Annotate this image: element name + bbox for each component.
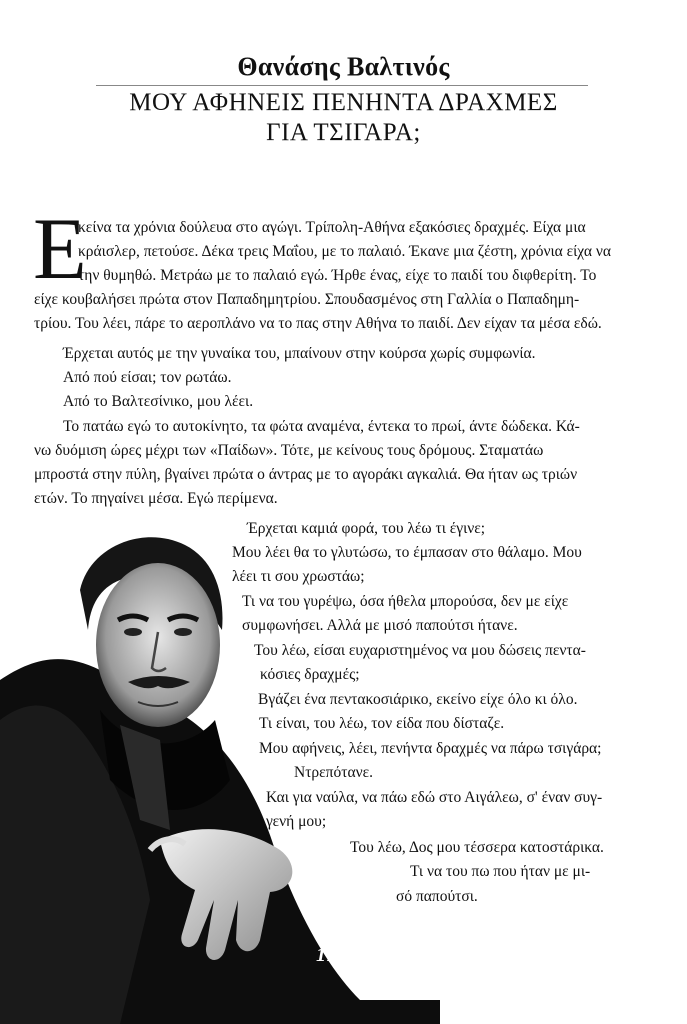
text-line: Μου αφήνεις, λέει, πενήντα δραχμές να πάρω τσιγάρα; — [259, 740, 602, 757]
text-line: Βγάζει ένα πεντακοσιάρικο, εκείνο είχε όλο κι όλο. — [258, 691, 578, 708]
text-line: ετών. Το πηγαίνει μέσα. Εγώ περίμενα. — [34, 490, 278, 507]
author-name: Θανάσης Βαλτινός — [237, 52, 450, 81]
text-line: γενή μου; — [266, 813, 327, 830]
text-line: την θυμηθώ. Μετράω με το παλαιό εγώ. Ήρθε ένας, είχε το παιδί του διφθερίτη. Το — [78, 267, 597, 284]
text-line: Από το Βαλτεσίνικο, μου λέει. — [63, 393, 254, 410]
text-line: Και για ναύλα, να πάω εδώ στο Αιγάλεω, σ' έναν συγ- — [266, 789, 603, 806]
story-title-line-1: ΜΟΥ ΑΦΗΝΕΙΣ ΠΕΝΗΝΤΑ ΔΡΑΧΜΕΣ — [129, 89, 558, 116]
text-line: κείνα τα χρόνια δούλευα στο αγώγι. Τρίπολη-Αθήνα εξακόσιες δραχμές. Είχα μια — [78, 219, 586, 236]
story-title-line-2: ΓΙΑ ΤΣΙΓΑΡΑ; — [266, 119, 421, 146]
text-line: Του λέω, είσαι ευχαριστημένος να μου δώσεις πεντα- — [254, 642, 586, 659]
text-line: μπροστά στην πύλη, βγαίνει πρώτα ο άντρας με το αγοράκι αγκαλιά. Θα ήταν ως τριών — [34, 466, 578, 483]
text-line: σό παπούτσι. — [396, 888, 478, 905]
text-line: Το πατάω εγώ το αυτοκίνητο, τα φώτα αναμένα, έντεκα το πρωί, άντε δώδεκα. Κά- — [63, 418, 580, 435]
text-line: Μου λέει θα το γλυτώσω, το έμπασαν στο θάλαμο. Μου — [232, 544, 582, 561]
text-line: κόσιες δραχμές; — [260, 666, 360, 683]
text-line: Τι να του πω που ήταν με μι- — [410, 863, 591, 880]
story-title — [60, 88, 627, 148]
text-line: Τι είναι, του λέω, τον είδα που δίσταζε. — [259, 715, 505, 732]
text-line: Ντρεπότανε. — [294, 764, 373, 781]
text-line: Έρχεται αυτός με την γυναίκα του, μπαίνουν στην κούρσα χωρίς συμφωνία. — [63, 345, 536, 362]
text-line: Έρχεται καμιά φορά, του λέω τι έγινε; — [247, 520, 486, 537]
text-line: συμφωνήσει. Αλλά με μισό παπούτσι ήτανε. — [242, 617, 518, 634]
text-line: Του λέω, Δος μου τέσσερα κατοστάρικα. — [350, 839, 604, 856]
text-line: είχε κουβαλήσει πρώτα στον Παπαδημητρίου. Σπουδασμένος στη Γαλλία ο Παπαδημη- — [34, 291, 580, 308]
text-line: κράισλερ, πετούσε. Δέκα τρεις Μαΐου, με το παλαιό. Έκανε μια ζέστη, χρόνια είχα να — [78, 243, 611, 260]
title-divider — [96, 85, 588, 86]
drop-cap: Ε — [33, 201, 87, 298]
text-line: τρίου. Του λέει, πάρε το αεροπλάνο να το πας στην Αθήνα το παιδί. Δεν είχαν τα μέσα εδώ. — [34, 315, 602, 332]
text-line: λέει τι σου χρωστάω; — [232, 568, 365, 585]
text-line: Από πού είσαι; τον ρωτάω. — [63, 369, 232, 386]
text-line: νω δυόμιση ώρες μέχρι των «Παίδων». Τότε, με κείνους τους δρόμους. Σταματάω — [34, 442, 544, 459]
text-line: Τι να του γυρέψω, όσα ήθελα μπορούσα, δεν με είχε — [242, 593, 569, 610]
page-number: 17 — [316, 944, 336, 966]
